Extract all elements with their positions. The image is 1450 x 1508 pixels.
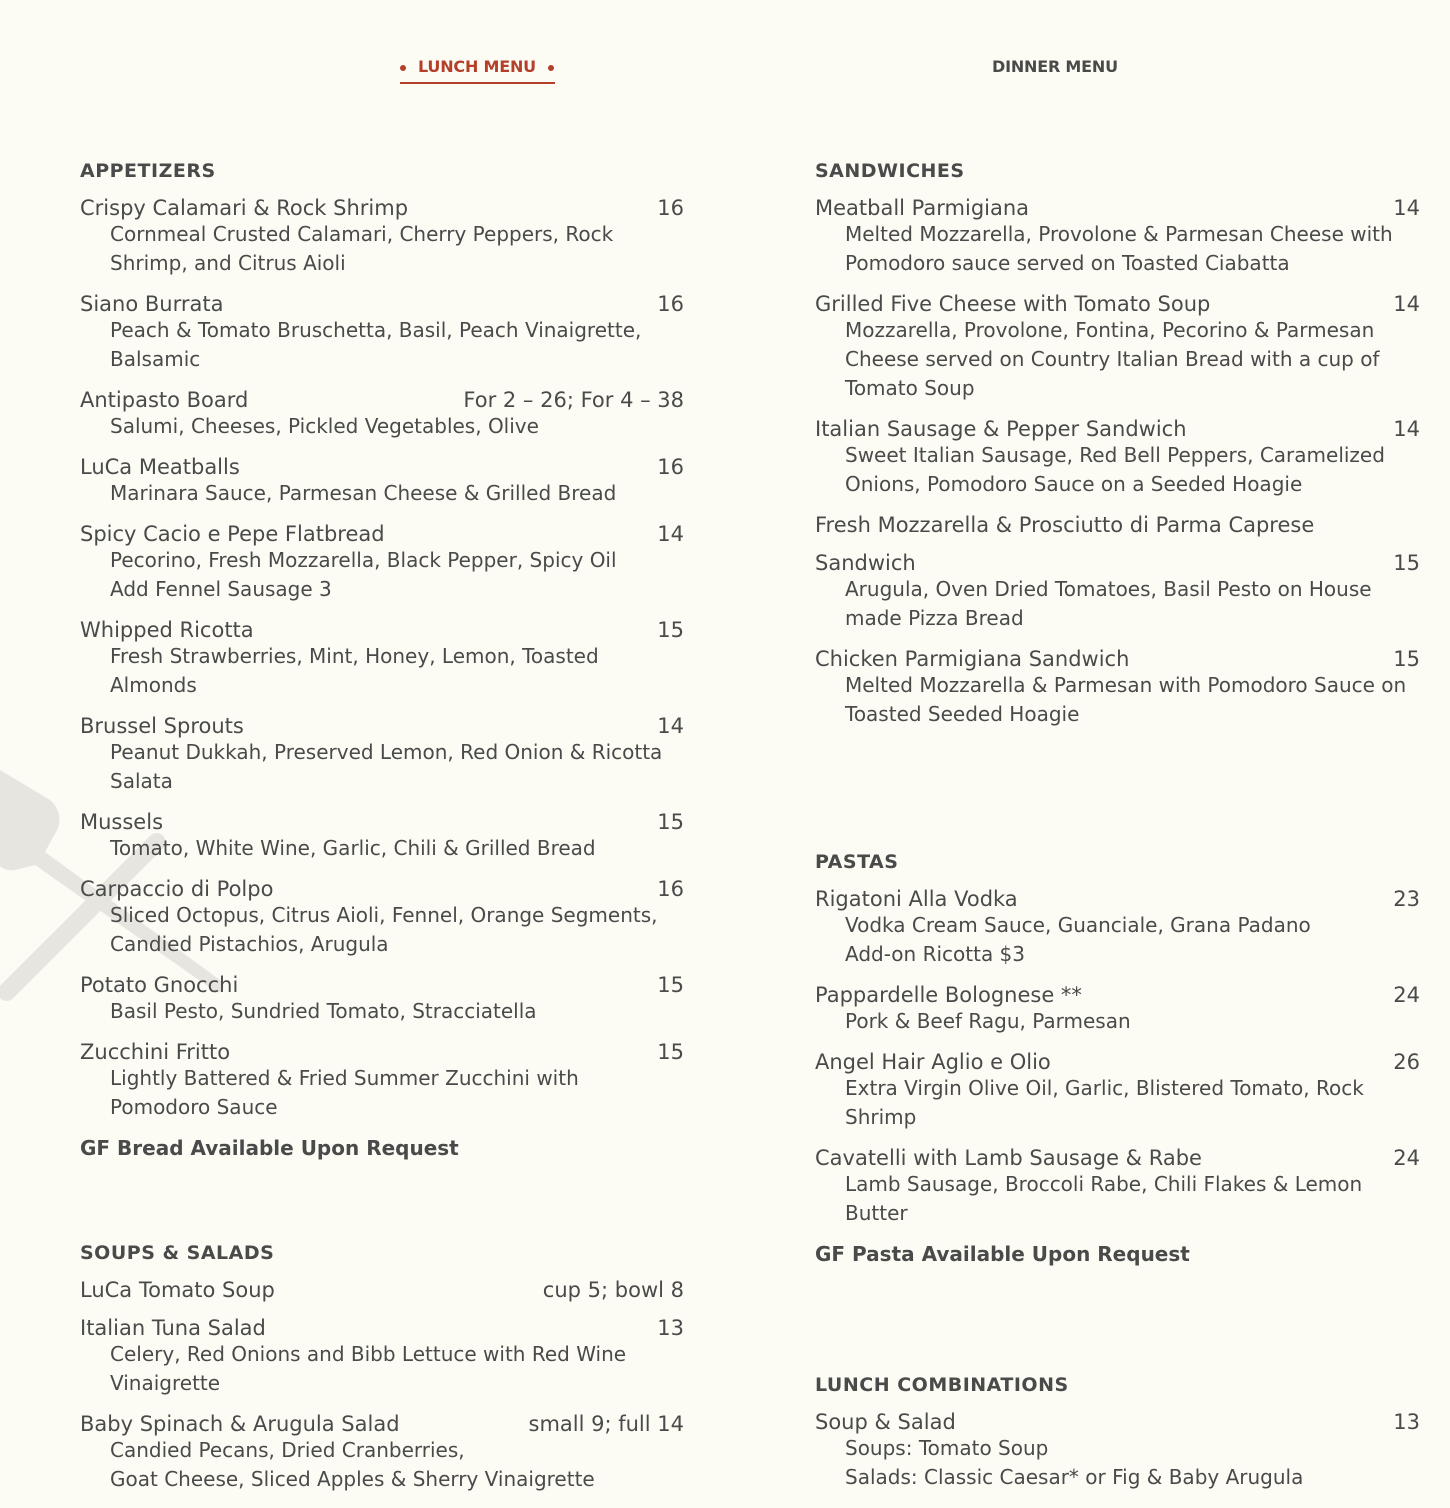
menu-item-header (80, 292, 684, 316)
appetizers-list (80, 196, 684, 1122)
lunch-combinations-list (815, 1410, 1420, 1492)
menu-item-price: 24 (1393, 983, 1420, 1007)
menu-item-header (80, 455, 684, 479)
menu-item-description: Salads: Classic Caesar* or Fig & Baby Arugula (845, 1465, 1304, 1489)
soups-salads-list (80, 1278, 684, 1494)
menu-item-price: 15 (657, 973, 684, 997)
menu-item-description: Soups: Tomato Soup (845, 1436, 1049, 1460)
menu-item-header (815, 983, 1420, 1007)
menu-item-description: Mozzarella, Provolone, Fontina, Pecorino & Parmesan Cheese served on Country Italian Bread with a cup of Tomato Soup (845, 318, 1380, 400)
menu-item (815, 887, 1420, 969)
menu-item-price: 16 (657, 196, 684, 220)
section-title-sandwiches: SANDWICHES (815, 160, 965, 182)
menu-item-price: 16 (657, 455, 684, 479)
menu-item-price: 14 (1393, 417, 1420, 441)
menu-item-name: Potato Gnocchi (80, 973, 239, 997)
menu-item-header (815, 1050, 1420, 1074)
menu-item-price: 15 (657, 618, 684, 642)
menu-item-description: Pork & Beef Ragu, Parmesan (845, 1009, 1131, 1033)
menu-item (80, 810, 684, 863)
menu-item-name: Spicy Cacio e Pepe Flatbread (80, 522, 385, 546)
menu-item-description: Cornmeal Crusted Calamari, Cherry Peppers, Rock Shrimp, and Citrus Aioli (110, 222, 614, 275)
menu-item-description: Lightly Battered & Fried Summer Zucchini with Pomodoro Sauce (110, 1066, 579, 1119)
menu-item-header (80, 388, 684, 412)
menu-item-price: 16 (657, 292, 684, 316)
menu-item (80, 877, 684, 959)
menu-item-name: Italian Tuna Salad (80, 1316, 266, 1340)
menu-item-name: Siano Burrata (80, 292, 224, 316)
menu-item-price: 13 (657, 1316, 684, 1340)
menu-item-price: 16 (657, 877, 684, 901)
menu-item (815, 1410, 1420, 1492)
menu-item-name: Brussel Sprouts (80, 714, 244, 738)
menu-item-price: 14 (657, 522, 684, 546)
menu-item-price: 23 (1393, 887, 1420, 911)
section-title-pastas: PASTAS (815, 851, 899, 873)
menu-item-header (815, 513, 1420, 537)
menu-item-header (815, 292, 1420, 316)
section-title-appetizers: APPETIZERS (80, 160, 216, 182)
menu-item-price: 15 (1393, 551, 1420, 575)
menu-item-description: Melted Mozzarella & Parmesan with Pomodoro Sauce on Toasted Seeded Hoagie (845, 673, 1407, 726)
menu-item-price: 26 (1393, 1050, 1420, 1074)
menu-item-name: Angel Hair Aglio e Olio (815, 1050, 1051, 1074)
gf-bread-note: GF Bread Available Upon Request (80, 1136, 459, 1160)
menu-item (80, 1278, 684, 1302)
menu-item-name: Whipped Ricotta (80, 618, 254, 642)
menu-item-name: LuCa Meatballs (80, 455, 240, 479)
menu-item-header (80, 1316, 684, 1340)
menu-item (80, 973, 684, 1026)
menu-item-description: Celery, Red Onions and Bibb Lettuce with Red Wine Vinaigrette (110, 1342, 627, 1395)
menu-item-header (80, 1278, 684, 1302)
menu-item-description: Lamb Sausage, Broccoli Rabe, Chili Flakes & Lemon Butter (845, 1172, 1363, 1225)
menu-tabs (0, 0, 1450, 120)
menu-item-header (80, 973, 684, 997)
menu-item-price: For 2 – 26; For 4 – 38 (463, 388, 684, 412)
menu-item-name: Soup & Salad (815, 1410, 956, 1434)
menu-item-description: Candied Pecans, Dried Cranberries, (110, 1438, 465, 1462)
menu-item-description: Tomato, White Wine, Garlic, Chili & Grilled Bread (110, 836, 596, 860)
menu-item-description: Vodka Cream Sauce, Guanciale, Grana Padano (845, 913, 1311, 937)
menu-item-description: Goat Cheese, Sliced Apples & Sherry Vinaigrette (110, 1467, 595, 1491)
menu-item-header (815, 551, 1420, 575)
menu-item-description: Add Fennel Sausage 3 (110, 577, 332, 601)
menu-item-description: Fresh Strawberries, Mint, Honey, Lemon, Toasted Almonds (110, 644, 599, 697)
menu-item-price: 13 (1393, 1410, 1420, 1434)
menu-item (815, 417, 1420, 499)
menu-item-description: Extra Virgin Olive Oil, Garlic, Blistered Tomato, Rock Shrimp (845, 1076, 1364, 1129)
menu-item-header (80, 196, 684, 220)
menu-item-header (80, 1040, 684, 1064)
menu-item-price: small 9; full 14 (528, 1412, 684, 1436)
menu-item-header (80, 810, 684, 834)
menu-item (815, 513, 1420, 537)
menu-item-description: Add-on Ricotta $3 (845, 942, 1026, 966)
menu-item (815, 647, 1420, 729)
menu-item-name: Fresh Mozzarella & Prosciutto di Parma Caprese (815, 513, 1315, 537)
menu-item-header (815, 887, 1420, 911)
tab-lunch-menu[interactable]: LUNCH MENU (400, 57, 555, 84)
menu-item-name: Antipasto Board (80, 388, 249, 412)
menu-item-header (815, 1146, 1420, 1170)
menu-item (815, 551, 1420, 633)
menu-item-name: Chicken Parmigiana Sandwich (815, 647, 1130, 671)
menu-item-price: 14 (1393, 196, 1420, 220)
menu-item-name: Mussels (80, 810, 164, 834)
menu-item (80, 522, 684, 604)
menu-item-name: Grilled Five Cheese with Tomato Soup (815, 292, 1211, 316)
menu-item-name: Sandwich (815, 551, 916, 575)
menu-item-price: cup 5; bowl 8 (542, 1278, 684, 1302)
menu-item-description: Salumi, Cheeses, Pickled Vegetables, Olive (110, 414, 539, 438)
menu-item (80, 1040, 684, 1122)
menu-item (80, 455, 684, 508)
menu-item-name: Baby Spinach & Arugula Salad (80, 1412, 400, 1436)
menu-item-name: Meatball Parmigiana (815, 196, 1030, 220)
menu-item (815, 1050, 1420, 1132)
menu-item-description: Basil Pesto, Sundried Tomato, Stracciatella (110, 999, 537, 1023)
menu-item-description: Peanut Dukkah, Preserved Lemon, Red Onion & Ricotta Salata (110, 740, 663, 793)
menu-item-description: Sliced Octopus, Citrus Aioli, Fennel, Orange Segments, Candied Pistachios, Arugula (110, 903, 658, 956)
menu-item-header (80, 618, 684, 642)
menu-item-description: Marinara Sauce, Parmesan Cheese & Grilled Bread (110, 481, 617, 505)
menu-item-price: 15 (657, 810, 684, 834)
menu-item (815, 983, 1420, 1036)
menu-item-name: Pappardelle Bolognese ** (815, 983, 1082, 1007)
menu-item-price: 14 (657, 714, 684, 738)
gf-pasta-note: GF Pasta Available Upon Request (815, 1242, 1190, 1266)
menu-item-description: Peach & Tomato Bruschetta, Basil, Peach Vinaigrette, Balsamic (110, 318, 642, 371)
right-column (815, 160, 1420, 1506)
menu-item (80, 618, 684, 700)
menu-item (80, 388, 684, 441)
menu-item-description: Melted Mozzarella, Provolone & Parmesan Cheese with Pomodoro sauce served on Toasted Ciabatta (845, 222, 1393, 275)
menu-item (80, 714, 684, 796)
menu-item-header (815, 417, 1420, 441)
menu-item-price: 14 (1393, 292, 1420, 316)
sandwiches-list (815, 196, 1420, 729)
menu-item-name: Carpaccio di Polpo (80, 877, 274, 901)
menu-item-header (815, 196, 1420, 220)
menu-item-name: Zucchini Fritto (80, 1040, 231, 1064)
menu-item-description: Arugula, Oven Dried Tomatoes, Basil Pesto on House made Pizza Bread (845, 577, 1372, 630)
bullet-icon (548, 65, 554, 71)
menu-item (815, 1146, 1420, 1228)
menu-item-price: 15 (1393, 647, 1420, 671)
menu-item-description: Pecorino, Fresh Mozzarella, Black Pepper, Spicy Oil (110, 548, 617, 572)
menu-item-header (815, 647, 1420, 671)
menu-item-name: Cavatelli with Lamb Sausage & Rabe (815, 1146, 1202, 1170)
section-title-lunch-combinations: LUNCH COMBINATIONS (815, 1374, 1069, 1396)
section-title-soups-salads: SOUPS & SALADS (80, 1242, 275, 1264)
menu-item-header (80, 877, 684, 901)
menu-item-description: Sweet Italian Sausage, Red Bell Peppers, Caramelized Onions, Pomodoro Sauce on a Seeded Hoagie (845, 443, 1385, 496)
menu-item-price: 24 (1393, 1146, 1420, 1170)
menu-item-name: LuCa Tomato Soup (80, 1278, 275, 1302)
tab-dinner-menu[interactable]: DINNER MENU (992, 57, 1118, 76)
menu-item-header (80, 714, 684, 738)
menu-item (815, 196, 1420, 278)
menu-item-header (80, 522, 684, 546)
menu-item (80, 1316, 684, 1398)
menu-item-price: 15 (657, 1040, 684, 1064)
menu-item (80, 292, 684, 374)
menu-item-header (815, 1410, 1420, 1434)
bullet-icon (400, 65, 406, 71)
menu-item (815, 292, 1420, 403)
menu-item (80, 196, 684, 278)
left-column (80, 160, 684, 1508)
pastas-list (815, 887, 1420, 1228)
menu-item-name: Rigatoni Alla Vodka (815, 887, 1018, 911)
menu-item-name: Crispy Calamari & Rock Shrimp (80, 196, 409, 220)
menu-item (80, 1412, 684, 1494)
menu-item-header (80, 1412, 684, 1436)
menu-item-name: Italian Sausage & Pepper Sandwich (815, 417, 1187, 441)
